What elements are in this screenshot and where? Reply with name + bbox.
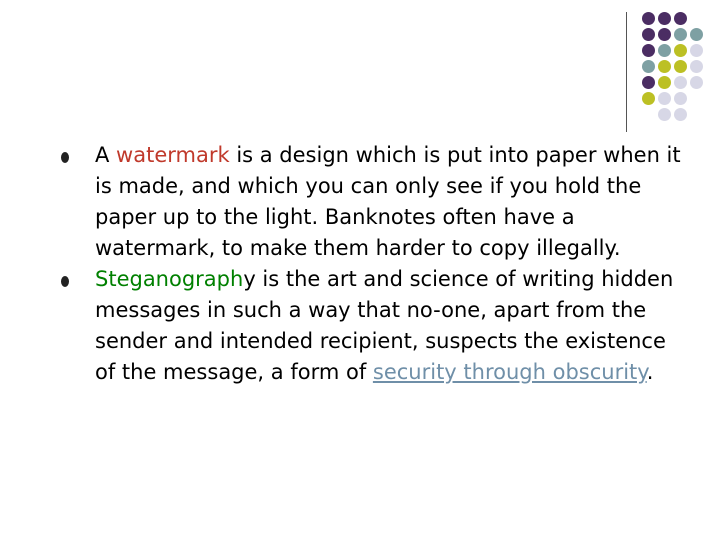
security-through-obscurity-link[interactable]: security through obscurity (372, 360, 647, 384)
decorative-dot-grid (640, 10, 720, 130)
decorative-dot (674, 76, 687, 89)
term-steganography: Steganograph (95, 267, 244, 291)
decorative-divider-line (626, 12, 627, 132)
decorative-dot (658, 108, 671, 121)
list-item (60, 140, 690, 264)
decorative-dot (690, 28, 703, 41)
decorative-dot (674, 28, 687, 41)
decorative-dot (642, 60, 655, 73)
decorative-dot (690, 76, 703, 89)
list-item (60, 264, 690, 388)
bullet-1-text: is a design which is put into paper when it is made, and which you can only see if you hold the paper up to the light. Banknotes often have a watermark, to make them harder to copy illegally. (95, 143, 681, 260)
decorative-dot (658, 76, 671, 89)
bullet-1-prefix: A (95, 143, 117, 167)
decorative-dot (658, 44, 671, 57)
decorative-dot (642, 92, 655, 105)
decorative-dot (658, 92, 671, 105)
bullet-icon (61, 276, 69, 287)
decorative-dot (674, 108, 687, 121)
decorative-dot (658, 12, 671, 25)
decorative-dot (642, 76, 655, 89)
decorative-dot (674, 92, 687, 105)
decorative-dot (674, 12, 687, 25)
decorative-dot (674, 60, 687, 73)
decorative-dot (642, 28, 655, 41)
bullet-icon (61, 152, 69, 163)
bullet-2-text: y is the art and science of writing hidden messages in such a way that no-one, apart from the sender and intended recipient, suspects the existence of the message, a form of (95, 267, 674, 384)
decorative-dot (658, 28, 671, 41)
decorative-dot (690, 60, 703, 73)
term-watermark: watermark (116, 143, 230, 167)
decorative-dot (690, 44, 703, 57)
decorative-dot (642, 44, 655, 57)
slide-body (60, 140, 690, 388)
bullet-2-tail: . (646, 360, 654, 384)
decorative-dot (642, 12, 655, 25)
decorative-dot (674, 44, 687, 57)
decorative-dot (658, 60, 671, 73)
